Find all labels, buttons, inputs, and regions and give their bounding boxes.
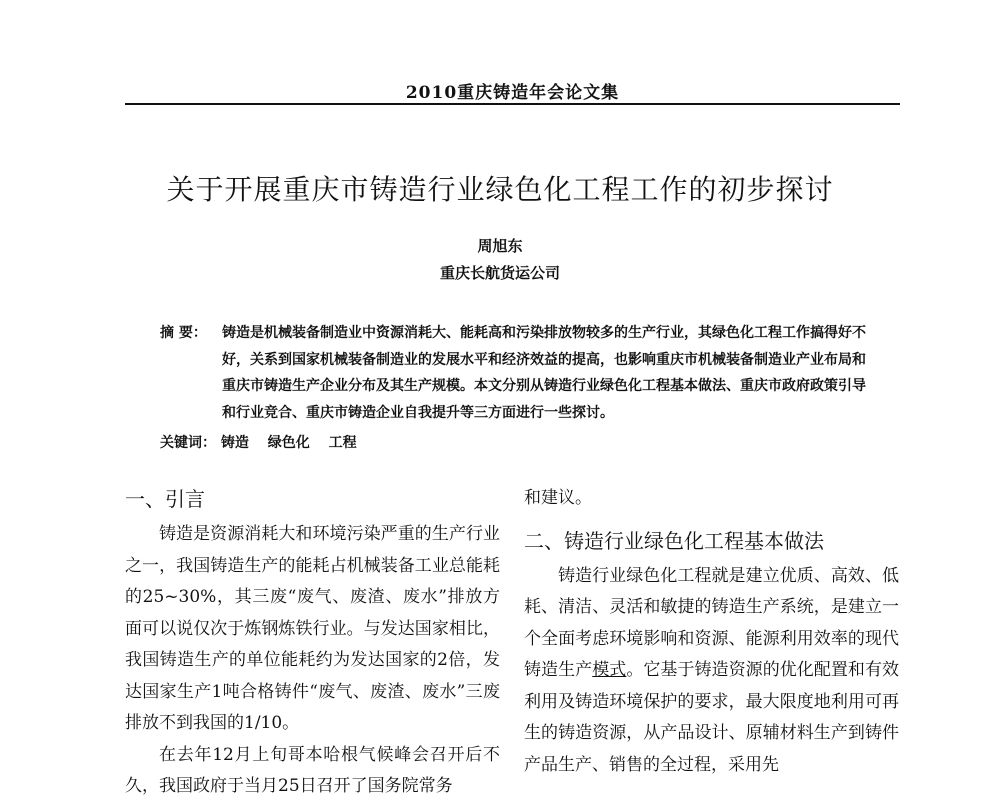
keyword: 铸造 — [220, 435, 249, 451]
author-affiliation: 重庆长航货运公司 — [439, 264, 560, 282]
abstract — [160, 320, 870, 426]
left-column — [125, 483, 500, 803]
body-paragraph — [524, 561, 899, 782]
author-name: 周旭东 — [477, 237, 523, 255]
underlined-text: 模式 — [592, 660, 627, 680]
keyword: 绿色化 — [267, 435, 310, 451]
section-heading-introduction: 一、引言 — [125, 487, 205, 511]
text-run: 。它基于铸造资源的优化配置和有效利用及铸造环境保护的要求，最大限度地利用可再生的铸造资源，从产品设计、原辅材料生产到铸件产品生产、销售的全过程，采用先 — [524, 660, 900, 775]
body-paragraph: 铸造是资源消耗大和环境污染严重的生产行业之一，我国铸造生产的能耗占机械装备工业总能耗的25~30%，其三废“废气、废渣、废水”排放方面可以说仅次于炼钢炼铁行业。与发达国家相比，我国铸造生产的单位能耗约为发达国家的2倍，发达国家生产1吨合格铸件“废气、废渣、废水”三废排放不到我国的1/10。 — [125, 524, 500, 733]
keywords-label: 关键词： — [160, 435, 216, 451]
right-column — [524, 483, 899, 781]
text-run: 铸造行业绿色化工程就是建立优质、高效、低耗、清洁、灵活和敏捷的铸造生产系统，是建立一个全面考虑环境影响和资源、能源利用效率的现代铸造生产 — [524, 565, 899, 680]
abstract-text: 铸造是机械装备制造业中资源消耗大、能耗高和污染排放物较多的生产行业，其绿色化工程工作搞得好不好，关系到国家机械装备制造业的发展水平和经济效益的提高，也影响重庆市机械装备制造业产业布局和重庆市铸造生产企业分布及其生产规模。本文分别从铸造行业绿色化工程基本做法、重庆市政府政策引导和行业竞合、重庆市铸造企业自我提升等三方面进行一些探讨。 — [222, 325, 866, 421]
abstract-label: 摘 要： — [160, 325, 207, 341]
running-header: 2010重庆铸造年会论文集 — [405, 83, 620, 103]
body-paragraph-continued: 和建议。 — [524, 488, 592, 508]
body-paragraph: 在去年12月上旬哥本哈根气候峰会召开后不久，我国政府于当月25日召开了国务院常务 — [125, 744, 500, 796]
header-rule — [125, 103, 900, 105]
keyword: 工程 — [328, 435, 357, 451]
section-heading-basic-practice: 二、铸造行业绿色化工程基本做法 — [524, 528, 824, 553]
keywords — [160, 432, 371, 452]
paper-title: 关于开展重庆市铸造行业绿色化工程工作的初步探讨 — [166, 173, 834, 206]
